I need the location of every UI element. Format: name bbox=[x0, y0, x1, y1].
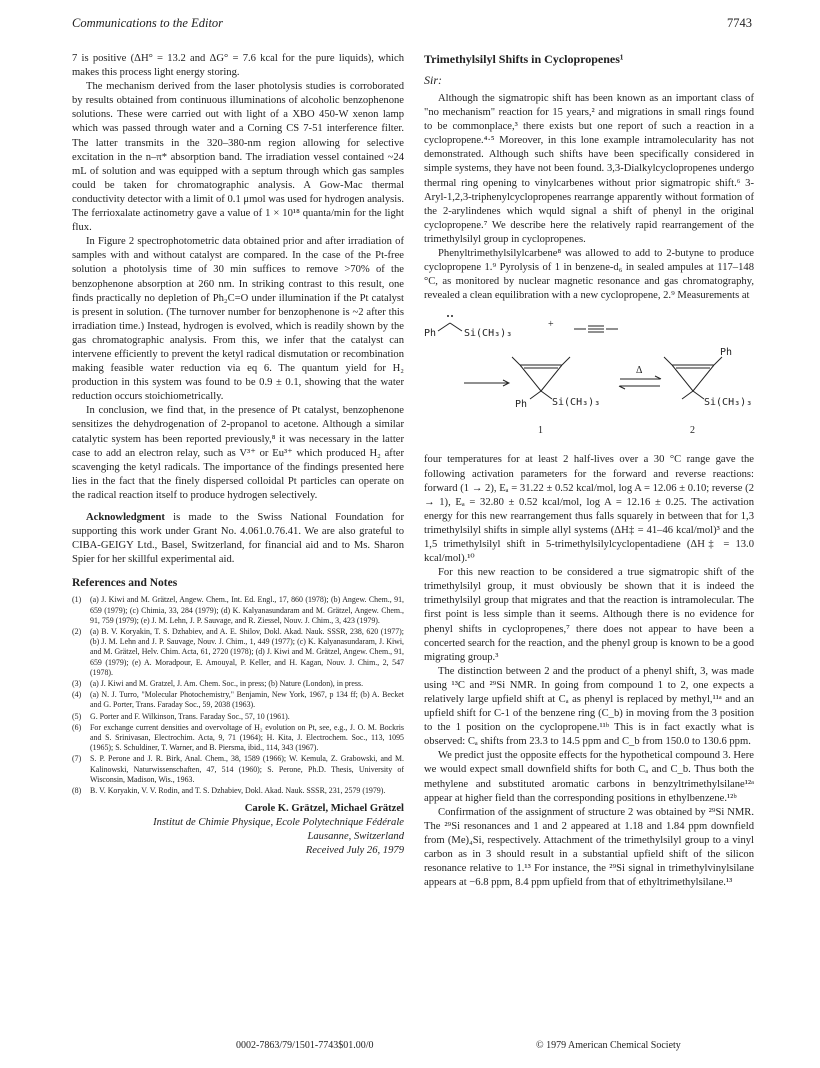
reference-text: S. P. Perone and J. R. Birk, Anal. Chem., 38, 1589 (1966); W. Kemula, Z. Grabowski, and M. Kalinowski, Naturwissenschaften, 47, 514 (1960); S. Perone, Ph.D. Thesis, University of Wisconsin, Madison, Wis., 1963. bbox=[90, 754, 404, 784]
cyclopropene-2-methyl bbox=[682, 391, 693, 399]
paragraph: 7 is positive (ΔH° = 13.2 and ΔG° = 7.6 kcal for the pure liquids), which makes this process light energy storing. bbox=[72, 53, 404, 79]
issn-footer: 0002-7863/79/1501-7743$01.00/0 bbox=[236, 1040, 374, 1051]
reference-item bbox=[72, 754, 404, 785]
cyclopropene-1-methyl bbox=[512, 357, 520, 365]
carbene-silyl-label: Si(CH₃)₃ bbox=[464, 328, 513, 340]
reference-number: (6) bbox=[72, 722, 82, 732]
carbene-phenyl-label: Ph bbox=[424, 328, 437, 340]
reference-text: (a) J. Kiwi and M. Gratzel, J. Am. Chem. Soc., in press; (b) Nature (London), in press. bbox=[90, 679, 364, 688]
heat-delta-symbol: Δ bbox=[636, 365, 643, 377]
copyright-footer: © 1979 American Chemical Society bbox=[536, 1040, 681, 1051]
compound-2-phenyl-label: Ph bbox=[720, 347, 733, 359]
lone-pair-dot bbox=[447, 315, 449, 317]
cyclopropene-2-silyl-bond bbox=[693, 391, 704, 399]
reference-text: B. V. Koryakin, V. V. Rodin, and T. S. Dzhabiev, Dokl. Akad. Nauk. SSSR, 231, 2579 (1979). bbox=[90, 786, 386, 796]
cyclopropene-1-bond bbox=[520, 365, 541, 391]
cyclopropene-2-methyl bbox=[664, 357, 672, 365]
compound-2-silyl-label: Si(CH₃)₃ bbox=[704, 397, 753, 409]
lone-pair-dot bbox=[451, 315, 453, 317]
cyclopropene-1-methyl bbox=[562, 357, 570, 365]
institution-location: Lausanne, Switzerland bbox=[307, 831, 404, 843]
acknowledgment-label: Acknowledgment bbox=[86, 512, 165, 523]
compound-1-silyl-label: Si(CH₃)₃ bbox=[552, 397, 601, 409]
acknowledgment-text: is made to the Swiss National Foundation for supporting this work under Grant No. 4.061.0.76.41. We are also grateful to CIBA-GEIGY Ltd., Basel, Switzerland, for financial aid and to Ms. Sharon Spier for her skillful experimental aid. bbox=[72, 512, 404, 566]
cyclopropene-1-bond bbox=[541, 365, 562, 391]
reference-item bbox=[72, 712, 404, 722]
left-column bbox=[72, 52, 404, 858]
reference-item bbox=[72, 690, 404, 710]
reference-text: G. Porter and F. Wilkinson, Trans. Faraday Soc., 57, 10 (1961). bbox=[90, 711, 290, 721]
compound-1-phenyl-label: Ph bbox=[515, 399, 528, 411]
references-list bbox=[72, 595, 404, 796]
references-heading: References and Notes bbox=[72, 577, 178, 590]
paragraph: Confirmation of the assignment of structure 2 was obtained by ²⁹Si NMR. The ²⁹Si resonances and 1 and 2 appeared at 1.18 and 1.84 ppm downfield from (Me)₄Si, respectively. Attachment of the trimethylsilyl group to a vinyl carbon as in 3 should result in a substantial upfield shift of the silicon resonance relative to 1.¹³ For instance, the ²⁹Si signal in trimethylvinylsilane appears at −6.8 ppm, 8.4 ppm upfield from that of ethyltrimethylsilane.¹³ bbox=[424, 806, 754, 889]
reference-text: (a) J. Kiwi and M. Grätzel, Angew. Chem., Int. Ed. Engl., 17, 860 (1978); (b) Angew. Chem., 91, 659 (1979); (c) Chimia, 33, 284 (1979); (d) K. Kalyanasundaram and M. Grätzel, Angew. Chem., 91, 759 (1979); (e) J. M. Lehn, J. P. Sauvage, and R. Ziessel, Nouv. J. Chim., 3, 423 (1979). bbox=[90, 595, 404, 625]
received-date: Received July 26, 1979 bbox=[305, 845, 404, 857]
paragraph: The mechanism derived from the laser photolysis studies is corroborated by results obtained from continuous illuminations of alcoholic benzophenone solutions. These were carried out with light of a XBO 450-W xenon lamp which was passed through water and a Corning CS 7-51 interference filter. The latter transmits in the 320–380-nm region allowing for selective excitation in the n–π* absorption band. The irradiation vessel contained ~24 mL of solution and was equipped with a septum through which gas samples could be taken for chromatographic analysis. A Gow-Mac thermal conductivity detector with a limit of 0.1 μmol was used for hydrogen analysis. The ferrioxalate actinometry gave a value of 1 × 10¹⁸ quanta/min for the light flux. bbox=[72, 81, 404, 234]
cyclopropene-1-phenyl-bond bbox=[530, 391, 541, 399]
journal-section-header: Communications to the Editor bbox=[72, 16, 224, 30]
reference-number: (7) bbox=[72, 754, 82, 764]
paragraph: For this new reaction to be considered a true sigmatropic shift of the trimethylsilyl group, it must obviously be shown that it is indeed the trimethylsilyl group that migrates and that the reaction is intramolecular. The first point is less simple than it seems. Although there is no evidence for phenyl shifts in cyclopropenes,⁷ there does not appear to have been a concerted search for the reaction, and the phenyl group is known to be a good migrating group.³ bbox=[424, 567, 754, 663]
reference-text: (a) B. V. Koryakin, T. S. Dzhabiev, and A. E. Shilov, Dokl. Akad. Nauk. SSSR, 238, 620 (1977); (b) J. M. Lehn and J. P. Sauvage, Nouv. J. Chim., 1, 449 (1977); (c) K. Kalyanasundaram, J. Kiwi, and M. Grätzel, Helv. Chim. Acta, 61, 2720 (1978); (d) J. Kiwi and M. Grätzel, Angew. Chem., 91, 659 (1979); (e) A. Moradpour, E. Amouyal, P. Keller, and H. Kagan, Nouv. J. Chim., 2, 547 (1978). bbox=[90, 626, 404, 677]
paragraph: Phenyltrimethylsilylcarbene⁸ was allowed to add to 2-butyne to produce cyclopropene 1.⁹ Pyrolysis of 1 in benzene-d₆ in sealed ampules at 117–148 °C, as monitored by nuclear magnetic resonance and gas chromatography, revealed a clean equilibration with a new cyclopropene, 2.⁹ Measurements at bbox=[424, 248, 754, 302]
paragraph: We predict just the opposite effects for the hypothetical compound 3. Here we would expect small downfield shifts for both Cₐ and C_b. Thus both the methylene and substituted aromatic carbons in benzyltrimethylsilane¹²ᵃ appear at higher field than the corresponding positions in ethylbenzene.¹²ᵇ bbox=[424, 750, 754, 804]
author-names: Carole K. Grätzel, Michael Grätzel bbox=[244, 803, 404, 815]
reference-item bbox=[72, 679, 404, 689]
reference-number: (1) bbox=[72, 595, 82, 605]
cyclopropene-2-bond bbox=[693, 365, 714, 391]
reference-number: (8) bbox=[72, 786, 82, 796]
reference-item bbox=[72, 786, 404, 796]
paragraph: The distinction between 2 and the product of a phenyl shift, 3, was made using ¹³C and ²⁹Si NMR. In going from compound 1 to 2, one expects a relatively large upfield shift at Cₐ as phenyl is replaced by methyl,¹¹ᵃ and an upfield shift for C-1 of the benzene ring (C_b) in moving from the 3 position to the 1 position on the cyclopropene.¹¹ᵇ This is in fact exactly what is observed: Cₐ shifts from 23.3 to 14.5 ppm and C_b from 150.0 to 130.6 ppm. bbox=[424, 665, 754, 748]
page-number: 7743 bbox=[727, 16, 752, 30]
cyclopropene-1-silyl-bond bbox=[541, 391, 552, 399]
cyclopropene-2-phenyl-bond bbox=[714, 357, 722, 365]
reference-item bbox=[72, 595, 404, 626]
reference-item bbox=[72, 723, 404, 754]
reference-number: (4) bbox=[72, 690, 82, 700]
compound-2-number: 2 bbox=[690, 425, 695, 437]
salutation: Sir: bbox=[424, 73, 442, 87]
carbene-bond-right bbox=[450, 323, 462, 331]
reference-number: (5) bbox=[72, 711, 82, 721]
reaction-scheme bbox=[424, 307, 754, 447]
paragraph: four temperatures for at least 2 half-lives over a 30 °C range gave the following activation parameters for the forward and reverse reactions: forward (1 → 2), Eₐ = 31.22 ± 0.52 kcal/mol, log A = 12.06 ± 0.10; reverse (2 → 1), Eₐ = 32.80 ± 0.52 kcal/mol, log A = 12.16 ± 0.25. The activation energy for this new rearrangement thus falls squarely in between that for 1,3 trimethylsilyl shifts in simple allyl systems (ΔH‡ = 41–46 kcal/mol)³ and the 1,5 trimethylsilyl shift in 5-trimethylsilylcyclopentadiene (ΔH‡ = 13.0 kcal/mol).¹⁰ bbox=[424, 454, 754, 565]
carbene-bond-left bbox=[438, 323, 450, 331]
reference-item bbox=[72, 627, 404, 678]
article-title: Trimethylsilyl Shifts in Cyclopropenes¹ bbox=[424, 52, 624, 66]
acknowledgment bbox=[72, 511, 404, 567]
paragraph: Although the sigmatropic shift has been known as an important class of "no mechanism" reaction for 15 years,² and migrations in small rings found to be commonplace,³ there exists but one report of such a reaction in a cyclopropene.⁴·⁵ Moreover, in this lone example intramolecularity has not demonstrated. Although such shifts have been specifically considered in simple systems, they have not been found. 3,3-Dialkylcyclopropenes undergo thermal ring opening to vinylcarbenes without prior sigmatropic shift.⁶ 3-Aryl-1,2,3-triphenylcyclopropenes rearrange apparently without formation of the 2-arylindenes which wquld signal a shift of phenyl in the original cyclopropene.⁷ We describe here the relatively rapid rearrangement of the trimethylsilyl group in cyclopropenes. bbox=[424, 93, 754, 245]
compound-1-number: 1 bbox=[538, 425, 543, 437]
cyclopropene-2-bond bbox=[672, 365, 693, 391]
plus-sign: + bbox=[548, 319, 554, 331]
institution: Institut de Chimie Physique, Ecole Polytechnique Fédérale bbox=[153, 817, 404, 829]
author-block bbox=[72, 802, 404, 858]
paragraph: In Figure 2 spectrophotometric data obtained prior and after irradiation of samples with and without catalyst are compared. In the case of the Pt-free solution a photolysis time of 30 min suffices to remove >70% of the benzophenone absorption at 260 nm. In striking contrast to this result, one finds practically no depletion of Ph₂C=O under illumination if the Pt catalyst is present in solution. (The turnover number for benzophenone is ~2 after this irradiation time.) Instead, hydrogen is evolved, which is readily shown by the gas chromatographic analysis. From this, we infer that the catalyst can intervene efficiently to prevent the ketyl radical dismutation or recombination making feasible water reduction via eq 6. The quantum yield for H₂ production in this system was found to be 0.9 ± 0.1, showing that the water reduction occurs stoichiometrically. bbox=[72, 236, 404, 403]
reference-number: (3) bbox=[72, 679, 82, 688]
reference-text: (a) N. J. Turro, "Molecular Photochemistry," Benjamin, New York, 1967, p 134 ff; (b) A. Becket and G. Porter, Trans. Faraday Soc., 59, 2038 (1963). bbox=[90, 690, 404, 710]
reference-number: (2) bbox=[72, 626, 82, 636]
right-column bbox=[424, 52, 754, 890]
reference-text: For exchange current densities and overvoltage of H₂ evolution on Pt, see, e.g., J. O. M. Bockris and S. Srinivasan, Electrochim. Acta, 9, 71 (1964); H. Kita, J. Electrochem. Soc., 113, 1095 (1965); S. Schuldiner, T. Warner, and B. Piersma, ibid., 114, 343 (1967). bbox=[90, 722, 404, 753]
paragraph: In conclusion, we find that, in the presence of Pt catalyst, benzophenone sensitizes the dehydrogenation of 2-propanol to acetone. Although a similar catalytic system has been reported previously,⁸ it was necessary in the latter case to add an electron relay, such as V³⁺ or Eu³⁺ which produced H₂ after scavenging the ketyl radicals. The importance of the findings presented here lies in the fact that the finely dispersed colloidal Pt particles can operate on the radical reaction itself to produce hydrogen selectively. bbox=[72, 405, 404, 501]
